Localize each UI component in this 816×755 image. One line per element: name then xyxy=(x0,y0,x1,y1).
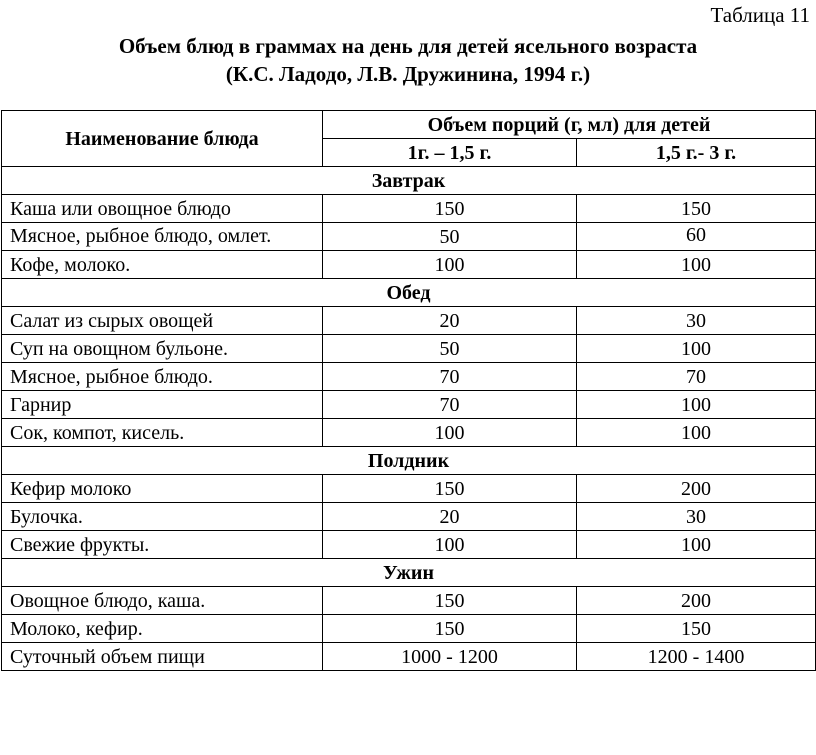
portion-age-2: 150 xyxy=(577,615,816,643)
portion-age-2: 70 xyxy=(577,363,816,391)
portion-age-2: 30 xyxy=(577,307,816,335)
section-title: Обед xyxy=(2,279,816,307)
portion-age-2: 1200 - 1400 xyxy=(577,643,816,671)
portion-age-1: 100 xyxy=(323,251,577,279)
table-row xyxy=(2,587,816,615)
column-header-dish: Наименование блюда xyxy=(2,111,323,167)
dish-name: Овощное блюдо, каша. xyxy=(2,587,323,615)
dish-name: Сок, компот, кисель. xyxy=(2,419,323,447)
portion-age-2: 100 xyxy=(577,391,816,419)
portion-age-2: 100 xyxy=(577,251,816,279)
portion-age-1: 50 xyxy=(323,223,577,251)
table-row xyxy=(2,335,816,363)
dish-name: Суточный объем пищи xyxy=(2,643,323,671)
column-header-group: Объем порций (г, мл) для детей xyxy=(323,111,816,139)
dish-name: Каша или овощное блюдо xyxy=(2,195,323,223)
portion-age-2: 100 xyxy=(577,419,816,447)
portion-age-1: 70 xyxy=(323,391,577,419)
portion-age-2: 150 xyxy=(577,195,816,223)
portion-table xyxy=(1,110,816,671)
table-row xyxy=(2,503,816,531)
portion-age-1: 150 xyxy=(323,587,577,615)
portion-age-2: 200 xyxy=(577,475,816,503)
table-row xyxy=(2,251,816,279)
section-title: Ужин xyxy=(2,559,816,587)
portion-age-2: 60 xyxy=(577,223,816,251)
column-header-age-1: 1г. – 1,5 г. xyxy=(323,139,577,167)
section-row-lunch xyxy=(2,279,816,307)
portion-age-1: 100 xyxy=(323,419,577,447)
section-row-dinner xyxy=(2,559,816,587)
portion-age-2: 30 xyxy=(577,503,816,531)
section-row-breakfast xyxy=(2,167,816,195)
table-row xyxy=(2,615,816,643)
dish-name: Свежие фрукты. xyxy=(2,531,323,559)
table-title xyxy=(0,32,816,88)
dish-name: Кофе, молоко. xyxy=(2,251,323,279)
dish-name: Кефир молоко xyxy=(2,475,323,503)
section-row-afternoon-snack xyxy=(2,447,816,475)
portion-age-2: 100 xyxy=(577,335,816,363)
portion-age-1: 150 xyxy=(323,195,577,223)
section-title: Полдник xyxy=(2,447,816,475)
portion-age-2: 200 xyxy=(577,587,816,615)
portion-age-1: 70 xyxy=(323,363,577,391)
dish-name: Салат из сырых овощей xyxy=(2,307,323,335)
dish-name: Суп на овощном бульоне. xyxy=(2,335,323,363)
dish-name: Мясное, рыбное блюдо, омлет. xyxy=(2,223,323,251)
portion-age-1: 20 xyxy=(323,307,577,335)
title-line-2: (К.С. Ладодо, Л.В. Дружинина, 1994 г.) xyxy=(225,62,591,86)
portion-age-1: 150 xyxy=(323,475,577,503)
table-body xyxy=(2,167,816,671)
table-row xyxy=(2,531,816,559)
table-row xyxy=(2,223,816,251)
dish-name: Гарнир xyxy=(2,391,323,419)
dish-name: Молоко, кефир. xyxy=(2,615,323,643)
table-row-total xyxy=(2,643,816,671)
table-row xyxy=(2,307,816,335)
column-header-age-2: 1,5 г.- 3 г. xyxy=(577,139,816,167)
portion-age-1: 150 xyxy=(323,615,577,643)
header-row xyxy=(2,111,816,139)
section-title: Завтрак xyxy=(2,167,816,195)
table-number: Таблица 11 xyxy=(710,3,810,27)
dish-name: Мясное, рыбное блюдо. xyxy=(2,363,323,391)
table-row xyxy=(2,419,816,447)
title-line-1: Объем блюд в граммах на день для детей ясельного возраста xyxy=(118,34,698,58)
portion-age-1: 50 xyxy=(323,335,577,363)
portion-age-2: 100 xyxy=(577,531,816,559)
portion-age-1: 100 xyxy=(323,531,577,559)
portion-age-1: 1000 - 1200 xyxy=(323,643,577,671)
table-row xyxy=(2,195,816,223)
table-row xyxy=(2,475,816,503)
portion-age-1: 20 xyxy=(323,503,577,531)
table-row xyxy=(2,391,816,419)
dish-name: Булочка. xyxy=(2,503,323,531)
table-row xyxy=(2,363,816,391)
